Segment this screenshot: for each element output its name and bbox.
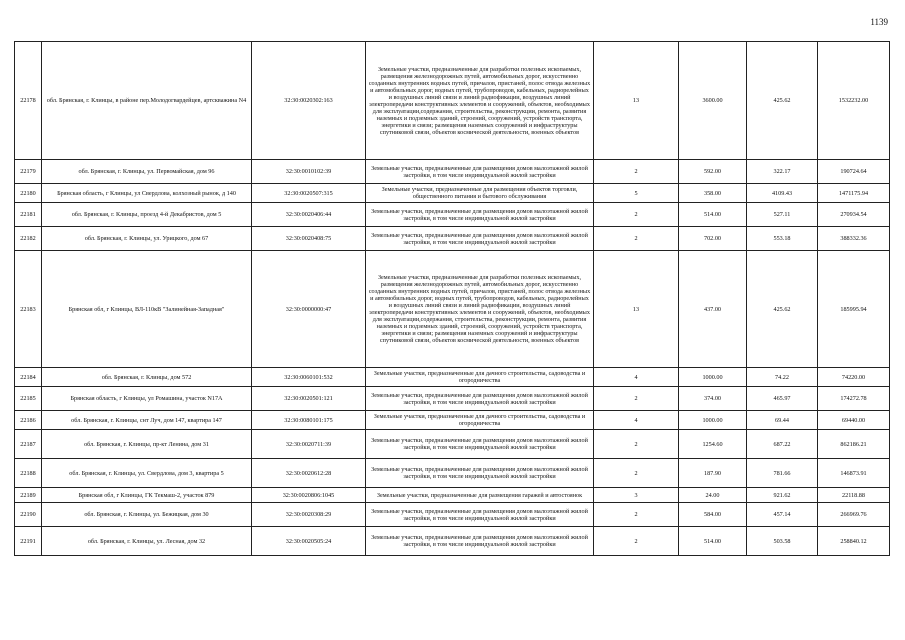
cadastral-number-cell: 32:30:0010102:39 [252,160,366,184]
address-cell: Брянская область, г Клинцы, ул Свердлова, колхозный рынок, д 140 [42,184,252,203]
group-cell: 2 [594,503,679,527]
table-row [15,430,890,459]
table-row [15,251,890,368]
address-cell: обл. Брянская, г. Клинцы, пр-кт Ленина, дом 31 [42,430,252,459]
unit-price-cell: 687.22 [747,430,818,459]
row-number: 22191 [15,527,42,556]
area-cell: 1000.00 [679,368,747,387]
address-cell: обл. Брянская, г. Клинцы, проезд 4-й Декабристов, дом 5 [42,203,252,227]
address-cell: обл. Брянская, г. Клинцы, ул. Бежицкая, дом 30 [42,503,252,527]
unit-price-cell: 457.14 [747,503,818,527]
address-cell: обл. Брянская, г. Клинцы, ул. Свердлова, дом 3, квартира 5 [42,459,252,488]
cadastral-value-cell: 258840.12 [818,527,890,556]
group-cell: 2 [594,527,679,556]
cadastral-number-cell: 32:30:0020408:75 [252,227,366,251]
row-number: 22178 [15,42,42,160]
group-cell: 2 [594,203,679,227]
unit-price-cell: 425.62 [747,251,818,368]
row-number: 22181 [15,203,42,227]
row-number: 22183 [15,251,42,368]
cadastral-value-cell: 1532232.00 [818,42,890,160]
table-row [15,503,890,527]
group-cell: 4 [594,411,679,430]
address-cell: обл. Брянская, г. Клинцы, в районе пер.Молодогвардейцев, артскважина N4 [42,42,252,160]
area-cell: 592.00 [679,160,747,184]
unit-price-cell: 425.62 [747,42,818,160]
group-cell: 4 [594,368,679,387]
area-cell: 702.00 [679,227,747,251]
cadastral-value-cell: 388332.36 [818,227,890,251]
cadastral-value-cell: 22118.88 [818,488,890,503]
cadastral-value-cell: 190724.64 [818,160,890,184]
table-row [15,368,890,387]
land-use-cell: Земельные участки, предназначенные для размещения гаражей и автостоянок [366,488,594,503]
table-row [15,184,890,203]
cadastral-value-cell: 146873.91 [818,459,890,488]
table-row [15,42,890,160]
cadastral-number-cell: 32:30:0020308:29 [252,503,366,527]
address-cell: обл. Брянская, г. Клинцы, снт Луч, дом 147, квартира 147 [42,411,252,430]
cadastral-number-cell: 32:30:0020612:28 [252,459,366,488]
row-number: 22188 [15,459,42,488]
cadastral-number-cell: 32:30:0080101:175 [252,411,366,430]
land-use-cell: Земельные участки, предназначенные для размещения домов малоэтажной жилой застройки, в том числе индивидуальной жилой застройки [366,527,594,556]
cadastral-number-cell: 32:30:0020806:1045 [252,488,366,503]
unit-price-cell: 503.58 [747,527,818,556]
land-use-cell: Земельные участки, предназначенные для дачного строительства, садоводства и огородничества [366,368,594,387]
area-cell: 514.00 [679,527,747,556]
address-cell: обл. Брянская, г. Клинцы, ул. Первомайская, дом 96 [42,160,252,184]
address-cell: Брянская обл, г Клинцы, ГК Текмаш-2, участок 879 [42,488,252,503]
group-cell: 2 [594,160,679,184]
unit-price-cell: 4109.43 [747,184,818,203]
unit-price-cell: 322.17 [747,160,818,184]
unit-price-cell: 921.62 [747,488,818,503]
area-cell: 3600.00 [679,42,747,160]
page-number: 1139 [870,17,888,27]
unit-price-cell: 527.11 [747,203,818,227]
area-cell: 358.00 [679,184,747,203]
land-use-cell: Земельные участки, предназначенные для дачного строительства, садоводства и огородничества [366,411,594,430]
cadastral-value-cell: 270934.54 [818,203,890,227]
land-use-cell: Земельные участки, предназначенные для размещения домов малоэтажной жилой застройки, в том числе индивидуальной жилой застройки [366,203,594,227]
land-use-cell: Земельные участки, предназначенные для разработки полезных ископаемых, размещения железнодорожных путей, автомобильных дорог, искусственно созданных внутренних водных путей, причалов, пристаней, полос отвода железных и автомобильных дорог, водных путей, трубопроводов, кабельных, радиорелейных и воздушных линий связи и линий радиофикации, воздушных линий электропередачи конструктивных элементов и сооружений, объектов, необходимых для эксплуатации,содержания, строительства, реконструкции, ремонта, развития наземных и подземных зданий, строений, сооружений, устройств транспорта, энергетики и связи; размещения наземных сооружений и инфраструктуры спутниковой связи, объектов космической деятельности, военных объектов [366,42,594,160]
address-cell: Брянская обл, г Клинцы, ВЛ-110кВ "Залинейная-Западная" [42,251,252,368]
table-row [15,387,890,411]
land-use-cell: Земельные участки, предназначенные для разработки полезных ископаемых, размещения железнодорожных путей, автомобильных дорог, искусственно созданных внутренних водных путей, причалов, пристаней, полос отвода железных и автомобильных дорог, водных путей, трубопроводов, кабельных, радиорелейных и воздушных линий связи и линий радиофикации, воздушных линий электропередачи конструктивных элементов и сооружений, объектов, необходимых для эксплуатации,содержания, строительства, реконструкции, ремонта, развития наземных и подземных зданий, строений, сооружений, устройств транспорта, энергетики и связи; размещения наземных сооружений и инфраструктуры спутниковой связи, объектов космической деятельности, военных объектов [366,251,594,368]
unit-price-cell: 69.44 [747,411,818,430]
table-row [15,227,890,251]
row-number: 22184 [15,368,42,387]
cadastral-value-cell: 174272.78 [818,387,890,411]
cadastral-value-cell: 185995.94 [818,251,890,368]
cadastral-number-cell: 32:30:0020406:44 [252,203,366,227]
table-row [15,527,890,556]
area-cell: 514.00 [679,203,747,227]
table-row [15,160,890,184]
cadastral-number-cell: 32:30:0020501:121 [252,387,366,411]
land-use-cell: Земельные участки, предназначенные для размещения домов малоэтажной жилой застройки, в том числе индивидуальной жилой застройки [366,387,594,411]
land-use-cell: Земельные участки, предназначенные для размещения домов малоэтажной жилой застройки, в том числе индивидуальной жилой застройки [366,160,594,184]
group-cell: 13 [594,42,679,160]
cadastral-number-cell: 32:30:0060101:532 [252,368,366,387]
group-cell: 5 [594,184,679,203]
area-cell: 24.00 [679,488,747,503]
cadastral-number-cell: 32:30:0020711:39 [252,430,366,459]
area-cell: 1000.00 [679,411,747,430]
cadastral-value-cell: 74220.00 [818,368,890,387]
land-use-cell: Земельные участки, предназначенные для размещения домов малоэтажной жилой застройки, в том числе индивидуальной жилой застройки [366,459,594,488]
table-row [15,488,890,503]
address-cell: обл. Брянская, г. Клинцы, ул. Лесная, дом 32 [42,527,252,556]
cadastral-value-cell: 266969.76 [818,503,890,527]
cadastral-number-cell: 32:30:0020507:315 [252,184,366,203]
group-cell: 3 [594,488,679,503]
row-number: 22187 [15,430,42,459]
area-cell: 374.00 [679,387,747,411]
area-cell: 1254.60 [679,430,747,459]
address-cell: обл. Брянская, г. Клинцы, ул. Урицкого, дом 67 [42,227,252,251]
land-use-cell: Земельные участки, предназначенные для размещения домов малоэтажной жилой застройки, в том числе индивидуальной жилой застройки [366,227,594,251]
unit-price-cell: 465.97 [747,387,818,411]
address-cell: обл. Брянская, г. Клинцы, дом 572 [42,368,252,387]
group-cell: 2 [594,459,679,488]
land-use-cell: Земельные участки, предназначенные для размещения домов малоэтажной жилой застройки, в том числе индивидуальной жилой застройки [366,430,594,459]
row-number: 22189 [15,488,42,503]
table-row [15,459,890,488]
land-use-cell: Земельные участки, предназначенные для размещения объектов торговли, общественного питания и бытового обслуживания [366,184,594,203]
row-number: 22186 [15,411,42,430]
row-number: 22185 [15,387,42,411]
group-cell: 2 [594,430,679,459]
group-cell: 2 [594,227,679,251]
cadastral-value-cell: 69440.00 [818,411,890,430]
unit-price-cell: 553.18 [747,227,818,251]
unit-price-cell: 781.66 [747,459,818,488]
land-registry-table [14,41,890,556]
cadastral-number-cell: 32:30:0000000:47 [252,251,366,368]
row-number: 22190 [15,503,42,527]
cadastral-value-cell: 1471175.94 [818,184,890,203]
area-cell: 187.90 [679,459,747,488]
area-cell: 584.00 [679,503,747,527]
row-number: 22180 [15,184,42,203]
cadastral-number-cell: 32:30:0020505:24 [252,527,366,556]
cadastral-number-cell: 32:30:0020302:163 [252,42,366,160]
row-number: 22182 [15,227,42,251]
group-cell: 13 [594,251,679,368]
group-cell: 2 [594,387,679,411]
table-row [15,203,890,227]
area-cell: 437.00 [679,251,747,368]
land-use-cell: Земельные участки, предназначенные для размещения домов малоэтажной жилой застройки, в том числе индивидуальной жилой застройки [366,503,594,527]
address-cell: Брянская область, г Клинцы, ул Ромашина, участок N17А [42,387,252,411]
table-row [15,411,890,430]
cadastral-value-cell: 862186.21 [818,430,890,459]
row-number: 22179 [15,160,42,184]
unit-price-cell: 74.22 [747,368,818,387]
